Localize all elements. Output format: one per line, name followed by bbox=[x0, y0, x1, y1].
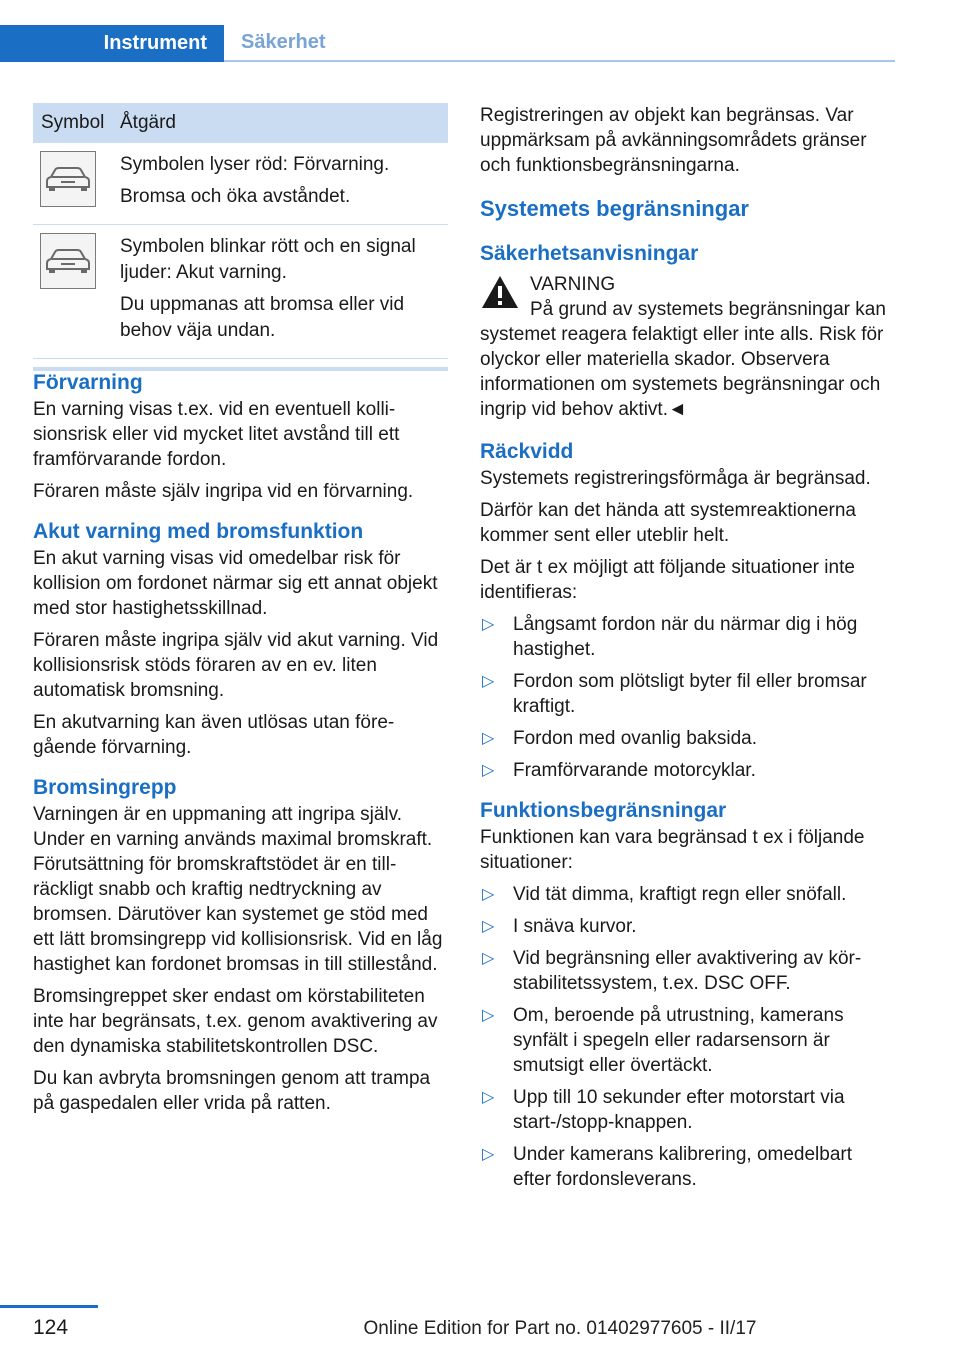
row1-line2: Bromsa och öka avståndet. bbox=[120, 186, 351, 207]
heading-systemets-begransningar: Systemets begränsningar bbox=[480, 196, 749, 221]
page-number: 124 bbox=[33, 1316, 69, 1339]
table-header bbox=[33, 103, 448, 143]
symbol-table bbox=[33, 103, 448, 371]
bullet-triangle-icon: ▷ bbox=[482, 886, 495, 903]
row1-line1: Symbolen lyser röd: Förvarning. bbox=[120, 154, 390, 175]
car-front-icon bbox=[40, 151, 96, 207]
bullet-triangle-icon: ▷ bbox=[482, 918, 495, 935]
left-column bbox=[33, 369, 448, 1123]
right-column bbox=[480, 103, 895, 1199]
list-item: ▷ Under kamerans kalibrering, omedelbart efter fordonsleverans. bbox=[482, 1144, 852, 1190]
list-item: ▷ Upp till 10 sekunder efter motorstart via start-/stopp-knappen. bbox=[482, 1087, 845, 1133]
row2-line2: Du uppmanas att bromsa eller vid behov väja undan. bbox=[120, 294, 405, 341]
warning-triangle-icon bbox=[480, 274, 520, 310]
bullet-list bbox=[480, 882, 895, 1192]
heading-sakerhetsanvisningar: Säkerhetsanvisningar bbox=[480, 242, 699, 265]
edition-note: Online Edition for Part no. 01402977605 - II/17 bbox=[363, 1318, 757, 1339]
bullet-triangle-icon: ▷ bbox=[482, 1007, 495, 1024]
bullet-triangle-icon: ▷ bbox=[482, 762, 495, 779]
header-symbol: Symbol bbox=[41, 112, 105, 133]
paragraph: Funktionen kan vara begränsad t ex i följande situationer: bbox=[480, 827, 865, 873]
list-item: ▷ Vid tät dimma, kraftigt regn eller snöfall. bbox=[482, 884, 847, 905]
paragraph: En akut varning visas vid omedelbar risk för kollision om fordonet närmar sig ett annat objekt med stor hastighetsskillnad. bbox=[33, 548, 438, 619]
paragraph: En akutvarning kan även utlösas utan föregående förvarning. bbox=[33, 712, 395, 758]
paragraph: Därför kan det hända att systemreaktionerna kommer sent eller uteblir helt. bbox=[480, 500, 856, 546]
paragraph: Varningen är en uppmaning att ingripa själv. Under en varning används maximal bromskraft. Förutsättning för bromskraftstödet är en tillräckligt snabb och kraftig nedtryckning av bromsen. Därutöver kan systemet ge stöd med ett lätt bromsingrepp vid kollisionsrisk. Vid en låg hastighet kan fordonet bromsas in till stillestånd. bbox=[33, 804, 443, 975]
bullet-triangle-icon: ▷ bbox=[482, 1089, 495, 1106]
heading-funktionsbegransningar: Funktionsbegränsningar bbox=[480, 799, 727, 822]
warning-title: VARNING bbox=[530, 274, 616, 295]
list-item: ▷ I snäva kurvor. bbox=[482, 916, 637, 937]
list-item: ▷ Framförvarande motorcyklar. bbox=[482, 760, 756, 781]
list-item: ▷ Fordon med ovanlig baksida. bbox=[482, 728, 757, 749]
list-item: ▷ Vid begränsning eller avaktivering av körstabilitetssystem, t.ex. DSC OFF. bbox=[482, 948, 862, 994]
bullet-triangle-icon: ▷ bbox=[482, 616, 495, 633]
list-item: ▷ Långsamt fordon när du närmar dig i hög hastighet. bbox=[482, 614, 858, 660]
bullet-triangle-icon: ▷ bbox=[482, 673, 495, 690]
bullet-list bbox=[480, 612, 895, 783]
header-tabs bbox=[0, 0, 895, 62]
list-item: ▷ Om, beroende på utrustning, kamerans synfält i spegeln eller radarsensorn är smutsigt eller övertäckt. bbox=[482, 1005, 844, 1076]
heading-akut-varning: Akut varning med bromsfunktion bbox=[33, 520, 364, 543]
table-row bbox=[33, 225, 448, 359]
paragraph: Systemets registreringsförmåga är begränsad. bbox=[480, 468, 871, 489]
tab-instrument[interactable]: Instrument bbox=[0, 25, 224, 62]
paragraph: En varning visas t.ex. vid en eventuell kollisionsrisk eller vid mycket litet avstånd till ett framförvarande fordon. bbox=[33, 399, 400, 470]
paragraph: Bromsingreppet sker endast om körstabiliteten inte har begränsats, t.ex. genom avaktivering av den dynamiska stabilitetskontrollen DSC. bbox=[33, 986, 438, 1057]
paragraph: Registreringen av objekt kan begränsas. Var uppmärksam på avkänningsområdets gränser och funktionsbegränsningarna. bbox=[480, 105, 867, 176]
warning-text: På grund av systemets begränsningar kan systemet reagera felaktigt eller inte alls. Risk för olyckor eller materiella skador. Observera informationen om systemets begränsningar och ingrip vid behov aktivt.◄ bbox=[480, 299, 886, 420]
heading-rackvidd: Räckvidd bbox=[480, 440, 574, 463]
heading-bromsingrepp: Bromsingrepp bbox=[33, 776, 177, 799]
row2-line1: Symbolen blinkar rött och en signal ljuder: Akut varning. bbox=[120, 236, 416, 283]
bullet-triangle-icon: ▷ bbox=[482, 950, 495, 967]
car-front-icon bbox=[40, 233, 96, 289]
tab-sakerhet[interactable]: Säkerhet bbox=[224, 25, 895, 62]
warning-box bbox=[480, 272, 895, 422]
paragraph: Du kan avbryta bromsningen genom att trampa på gaspedalen eller vrida på ratten. bbox=[33, 1068, 431, 1114]
bullet-triangle-icon: ▷ bbox=[482, 730, 495, 747]
paragraph: Föraren måste själv ingripa vid en förvarning. bbox=[33, 481, 414, 502]
paragraph: Det är t ex möjligt att följande situationer inte identifieras: bbox=[480, 557, 855, 603]
table-row bbox=[33, 143, 448, 225]
paragraph: Föraren måste ingripa själv vid akut varning. Vid kollisionsrisk stöds föraren av en ev. liten automatisk bromsning. bbox=[33, 630, 439, 701]
heading-forvarning: Förvarning bbox=[33, 371, 143, 394]
bullet-triangle-icon: ▷ bbox=[482, 1146, 495, 1163]
list-item: ▷ Fordon som plötsligt byter fil eller bromsar kraftigt. bbox=[482, 671, 867, 717]
header-action: Åtgärd bbox=[120, 112, 176, 133]
footer-rule bbox=[0, 1305, 98, 1308]
